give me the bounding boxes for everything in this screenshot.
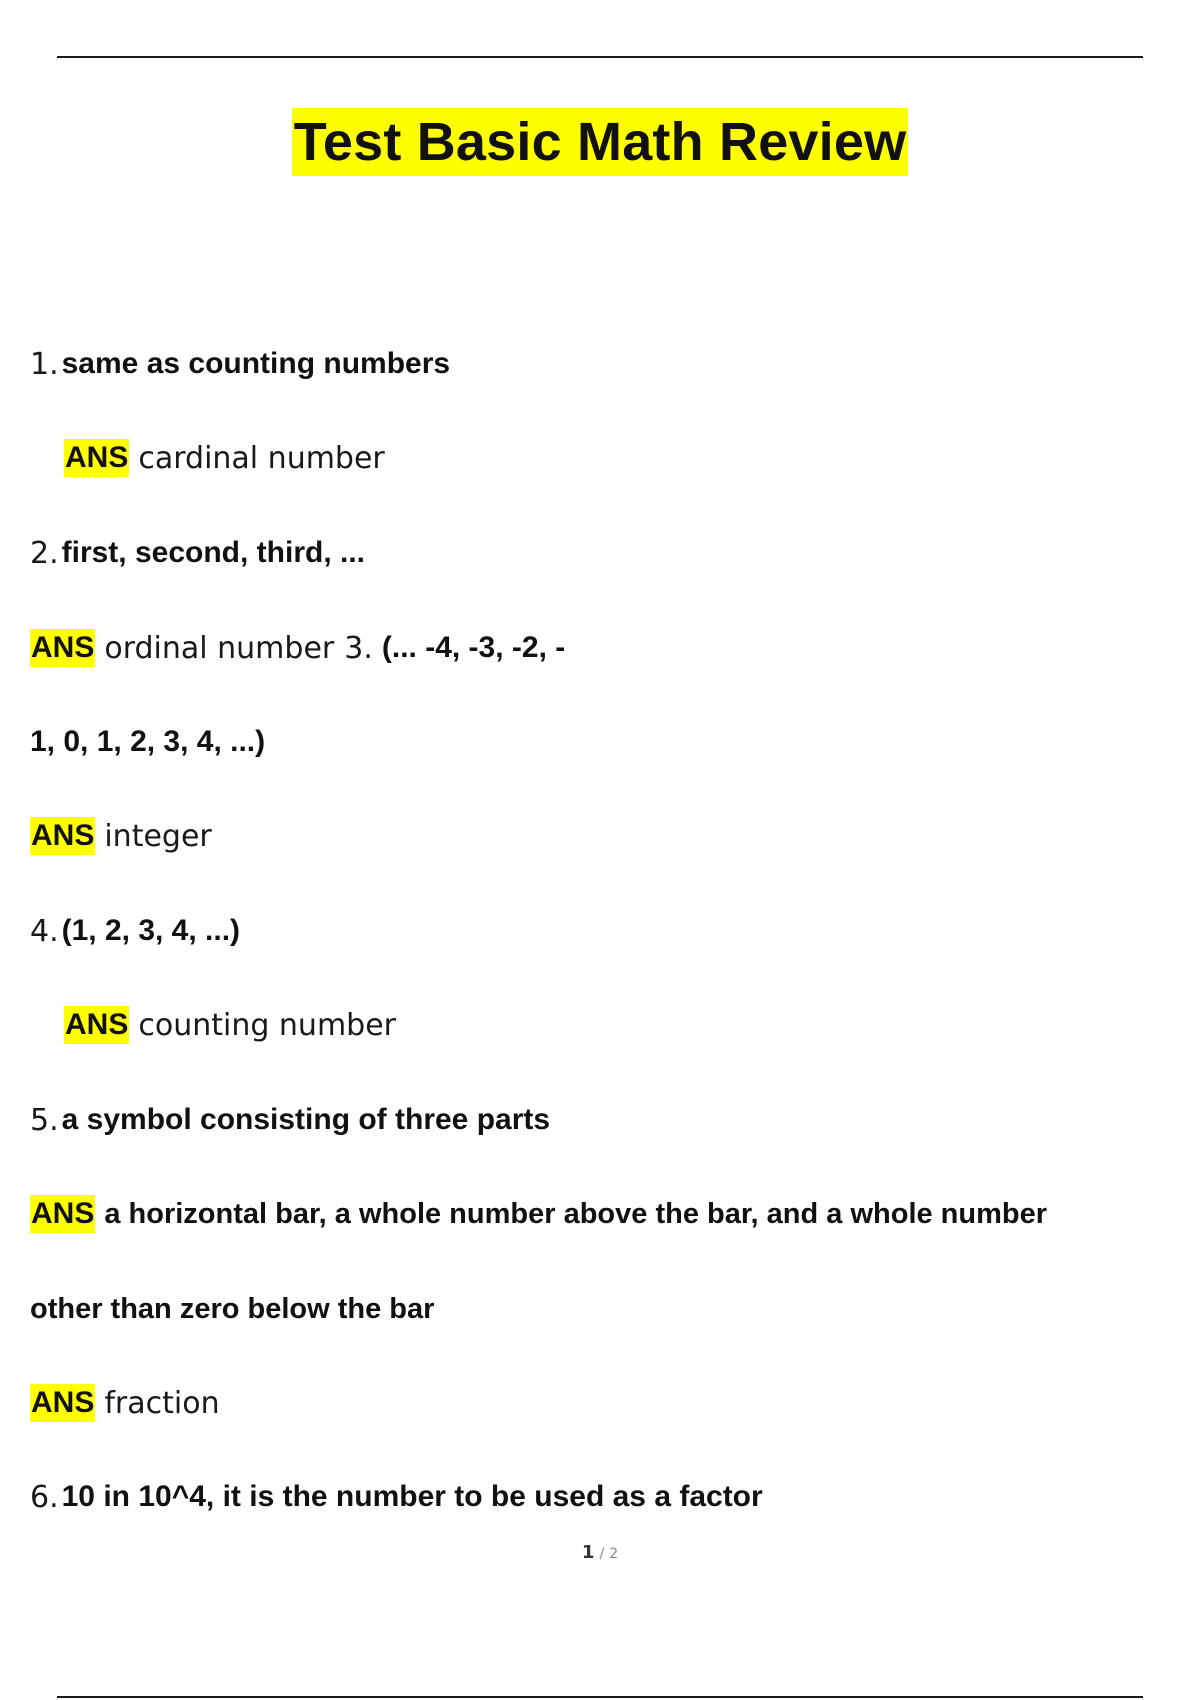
answer-1 [64,436,385,480]
question-4 [30,909,240,953]
question-5 [30,1098,550,1142]
question-3-continued [30,720,265,764]
question-text: a symbol consisting of three parts [61,1103,551,1136]
answer-text: fraction [104,1385,220,1421]
answer-text-bold: a horizontal bar, a whole number above the bar, and a whole number [104,1197,1048,1230]
question-number: 3. [344,630,373,666]
question-6 [30,1475,763,1519]
ans-label: ANS [30,1384,95,1422]
answer-5b [30,1381,220,1425]
answer-text: counting number [138,1007,396,1043]
question-text: (... -4, -3, -2, - [381,631,566,664]
question-2 [30,531,365,575]
ans-label: ANS [30,1195,95,1233]
answer-3 [30,814,212,858]
bottom-rule [57,1696,1143,1698]
answer-text: cardinal number [138,440,385,476]
page-number [0,1542,1200,1563]
answer-5a-continued [30,1287,434,1331]
ans-label: ANS [64,439,129,477]
page-total: 2 [609,1546,619,1562]
question-number: 6. [30,1479,59,1515]
question-number: 1. [30,346,59,382]
page-current: 1 [581,1542,595,1563]
ans-label: ANS [30,817,95,855]
document-title: Test Basic Math Review [292,108,909,176]
title-container [0,108,1200,176]
question-text: (1, 2, 3, 4, ...) [61,914,241,947]
answer-2 [30,626,565,670]
ans-label: ANS [30,629,95,667]
answer-5a [30,1192,1047,1236]
question-number: 2. [30,535,59,571]
top-rule [57,56,1143,58]
answer-4 [64,1003,396,1047]
question-number: 5. [30,1102,59,1138]
page-separator: / [599,1546,605,1562]
question-text: first, second, third, ... [61,536,365,569]
answer-text: integer [104,818,212,854]
question-1 [30,342,450,386]
question-text: 1, 0, 1, 2, 3, 4, ...) [30,725,266,758]
question-text: 10 in 10^4, it is the number to be used as a factor [61,1480,763,1513]
question-number: 4. [30,913,59,949]
answer-text: ordinal number [104,630,335,666]
question-text: same as counting numbers [61,347,451,380]
ans-label: ANS [64,1006,129,1044]
answer-text-bold: other than zero below the bar [30,1292,435,1325]
